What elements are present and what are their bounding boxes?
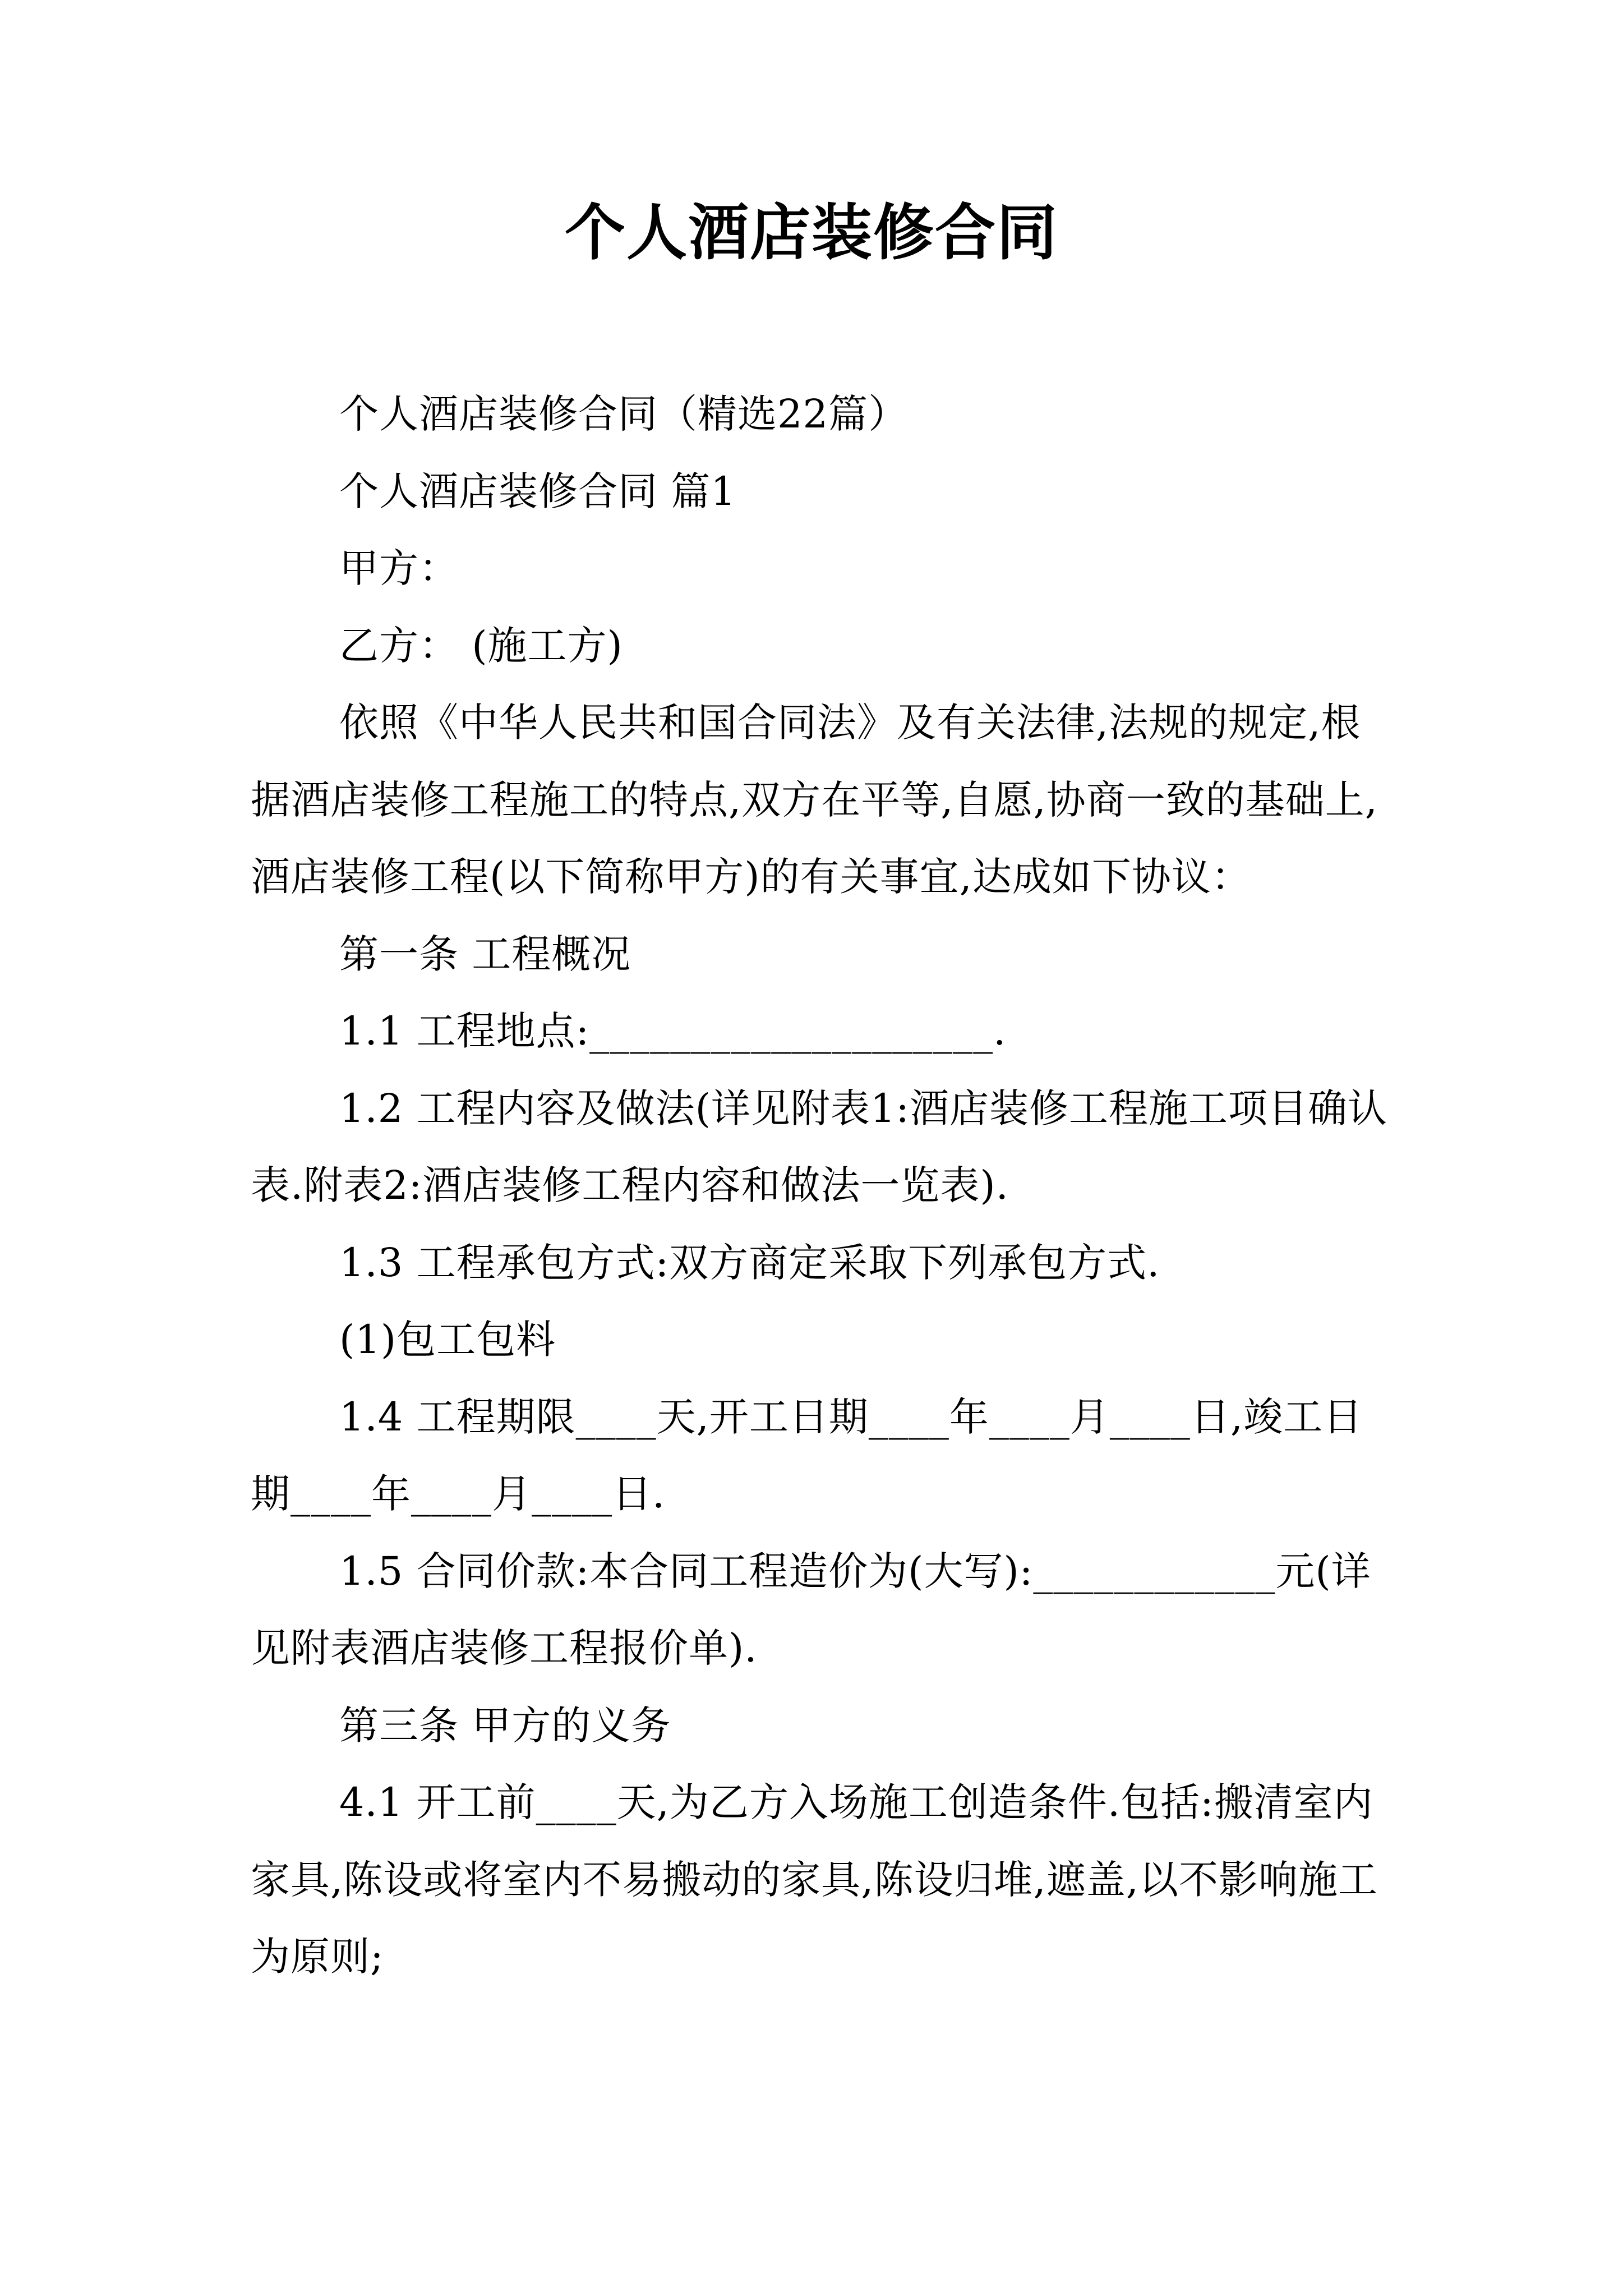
paragraph-clause-1-4: 1.4 工程期限____天,开工日期____年____月____日,竣工日期____年____月____日. — [251, 1393, 1363, 1517]
document-body — [251, 376, 1395, 1996]
paragraph-clause-1-3-option: (1)包工包料 — [339, 1317, 556, 1363]
paragraph-clause-1-3: 1.3 工程承包方式:双方商定采取下列承包方式. — [339, 1239, 1160, 1286]
paragraph-section-3-heading: 第三条 甲方的义务 — [339, 1702, 671, 1749]
paragraph-section-1-heading: 第一条 工程概况 — [339, 931, 631, 977]
paragraph-preamble: 依照《中华人民共和国合同法》及有关法律,法规的规定,根据酒店装修工程施工的特点,双方在平等,自愿,协商一致的基础上,酒店装修工程(以下简称甲方)的有关事宜,达成如下协议： — [251, 700, 1378, 900]
paragraph-clause-1-1: 1.1 工程地点:____________________. — [339, 1008, 1007, 1054]
document-title: 个人酒店装修合同 — [564, 197, 1058, 268]
paragraph-clause-1-5: 1.5 合同价款:本合同工程造价为(大写):____________元(详见附表酒店装修工程报价单). — [251, 1548, 1371, 1671]
paragraph-party-a: 甲方： — [339, 545, 459, 591]
paragraph-collection-title: 个人酒店装修合同（精选22篇） — [339, 391, 909, 437]
paragraph-clause-4-1: 4.1 开工前____天,为乙方入场施工创造条件.包括:搬清室内家具,陈设或将室内不易搬动的家具,陈设归堆,遮盖,以不影响施工为原则; — [251, 1779, 1378, 1980]
paragraph-clause-1-2: 1.2 工程内容及做法(详见附表1:酒店装修工程施工项目确认表.附表2:酒店装修工程内容和做法一览表). — [251, 1085, 1388, 1208]
paragraph-article-heading: 个人酒店装修合同 篇1 — [339, 468, 736, 514]
paragraph-party-b: 乙方： (施工方) — [339, 622, 623, 669]
